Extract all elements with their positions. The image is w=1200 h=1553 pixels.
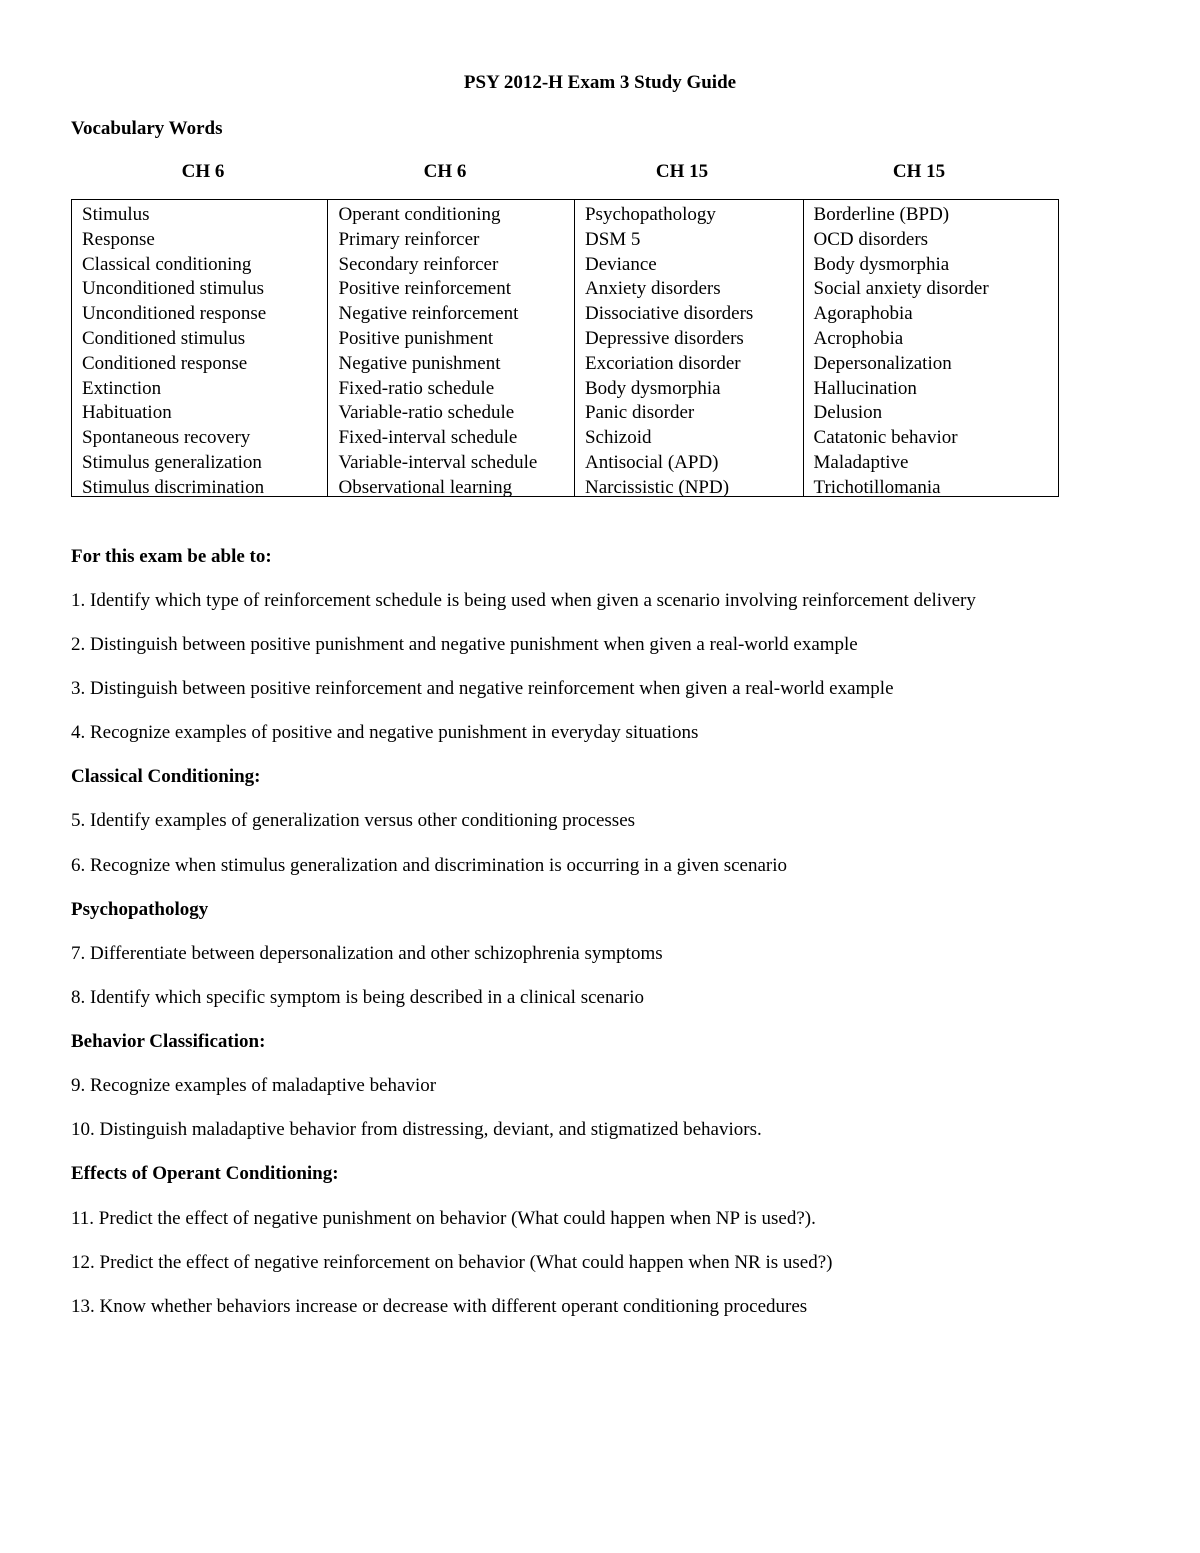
- vocab-term: Narcissistic (NPD): [584, 476, 730, 498]
- vocab-term: Unconditioned response: [82, 303, 267, 325]
- vocab-term: Trichotillomania: [813, 476, 941, 498]
- vocab-term: Panic disorder: [584, 402, 695, 424]
- page-title: PSY 2012-H Exam 3 Study Guide: [463, 72, 737, 93]
- chapter-label: CH 6: [423, 161, 467, 182]
- vocab-term: DSM 5: [584, 228, 641, 250]
- vocab-term: Schizoid: [584, 427, 652, 449]
- chapter-label: CH 15: [655, 161, 709, 182]
- section-heading: Behavior Classification:: [71, 1031, 266, 1052]
- objective-item: 6. Recognize when stimulus generalization and discrimination is occurring in a given scenario: [71, 855, 787, 876]
- vocabulary-table: [71, 199, 1059, 497]
- vocab-term: Excoriation disorder: [584, 352, 741, 374]
- objective-item: 5. Identify examples of generalization versus other conditioning processes: [71, 810, 636, 831]
- vocab-term: Body dysmorphia: [813, 253, 950, 275]
- vocab-term: Observational learning: [338, 476, 513, 498]
- objective-item: 10. Distinguish maladaptive behavior from distressing, deviant, and stigmatized behaviors.: [71, 1119, 762, 1140]
- chapter-label: CH 6: [181, 161, 225, 182]
- vocab-term: Conditioned response: [82, 352, 248, 374]
- vocab-term: Negative reinforcement: [338, 303, 519, 325]
- vocab-term: Fixed-interval schedule: [338, 427, 518, 449]
- objective-item: 13. Know whether behaviors increase or decrease with different operant conditioning procedures: [71, 1296, 808, 1317]
- vocab-term: Acrophobia: [813, 327, 904, 349]
- vocab-term: Unconditioned stimulus: [82, 278, 265, 300]
- vocab-term: Dissociative disorders: [584, 303, 754, 325]
- vocab-term: Conditioned stimulus: [82, 327, 246, 349]
- vocab-term: Stimulus: [82, 204, 150, 225]
- section-heading: Psychopathology: [71, 899, 209, 920]
- vocab-term: Extinction: [82, 377, 162, 399]
- vocab-term: Anxiety disorders: [584, 278, 721, 300]
- vocab-term: Positive reinforcement: [338, 278, 512, 300]
- vocab-term: Hallucination: [813, 377, 917, 399]
- vocab-column: [574, 200, 803, 496]
- vocab-term: Spontaneous recovery: [82, 427, 251, 449]
- vocab-term: Classical conditioning: [82, 253, 252, 275]
- vocab-term: OCD disorders: [813, 228, 929, 250]
- objective-item: 4. Recognize examples of positive and negative punishment in everyday situations: [71, 722, 699, 743]
- vocab-term: Operant conditioning: [338, 204, 501, 225]
- vocab-term: Body dysmorphia: [584, 377, 721, 399]
- vocab-term: Stimulus discrimination: [82, 476, 265, 498]
- vocab-term: Depressive disorders: [584, 327, 744, 349]
- vocabulary-heading: Vocabulary Words: [71, 118, 223, 139]
- vocab-term: Fixed-ratio schedule: [338, 377, 495, 399]
- objective-item: 9. Recognize examples of maladaptive behavior: [71, 1075, 437, 1096]
- vocab-term: Response: [82, 228, 155, 250]
- vocab-term: Antisocial (APD): [584, 451, 719, 473]
- objective-item: 7. Differentiate between depersonalization and other schizophrenia symptoms: [71, 943, 663, 964]
- vocab-column: [72, 200, 327, 496]
- vocab-term: Agoraphobia: [813, 303, 913, 325]
- vocab-term: Catatonic behavior: [813, 427, 958, 449]
- vocab-term: Social anxiety disorder: [813, 278, 989, 300]
- vocab-term: Positive punishment: [338, 327, 494, 349]
- vocab-column: [327, 200, 574, 496]
- chapter-label: CH 15: [892, 161, 946, 182]
- objective-item: 3. Distinguish between positive reinforcement and negative reinforcement when given a real-world example: [71, 678, 894, 699]
- vocab-term: Variable-interval schedule: [338, 451, 538, 473]
- objective-item: 2. Distinguish between positive punishment and negative punishment when given a real-world example: [71, 634, 858, 655]
- vocab-term: Borderline (BPD): [813, 204, 950, 225]
- vocab-term: Secondary reinforcer: [338, 253, 499, 275]
- vocab-term: Stimulus generalization: [82, 451, 262, 473]
- chapter-header-row: [0, 161, 1200, 185]
- objective-item: 1. Identify which type of reinforcement schedule is being used when given a scenario involving reinforcement delivery: [71, 590, 976, 611]
- vocab-term: Delusion: [813, 402, 883, 424]
- vocab-column: [803, 200, 1058, 496]
- section-heading: For this exam be able to:: [71, 546, 272, 567]
- vocab-term: Deviance: [584, 253, 657, 275]
- vocab-term: Negative punishment: [338, 352, 501, 374]
- vocab-term: Depersonalization: [813, 352, 952, 374]
- objective-item: 8. Identify which specific symptom is being described in a clinical scenario: [71, 987, 644, 1008]
- vocab-term: Habituation: [82, 402, 172, 424]
- objective-item: 11. Predict the effect of negative punishment on behavior (What could happen when NP is used?).: [71, 1208, 816, 1229]
- vocab-term: Primary reinforcer: [338, 228, 480, 250]
- vocab-term: Maladaptive: [813, 451, 909, 473]
- vocab-term: Variable-ratio schedule: [338, 402, 515, 424]
- vocab-term: Psychopathology: [584, 204, 716, 225]
- section-heading: Effects of Operant Conditioning:: [71, 1163, 339, 1184]
- objective-item: 12. Predict the effect of negative reinforcement on behavior (What could happen when NR is used?): [71, 1252, 833, 1273]
- section-heading: Classical Conditioning:: [71, 766, 261, 787]
